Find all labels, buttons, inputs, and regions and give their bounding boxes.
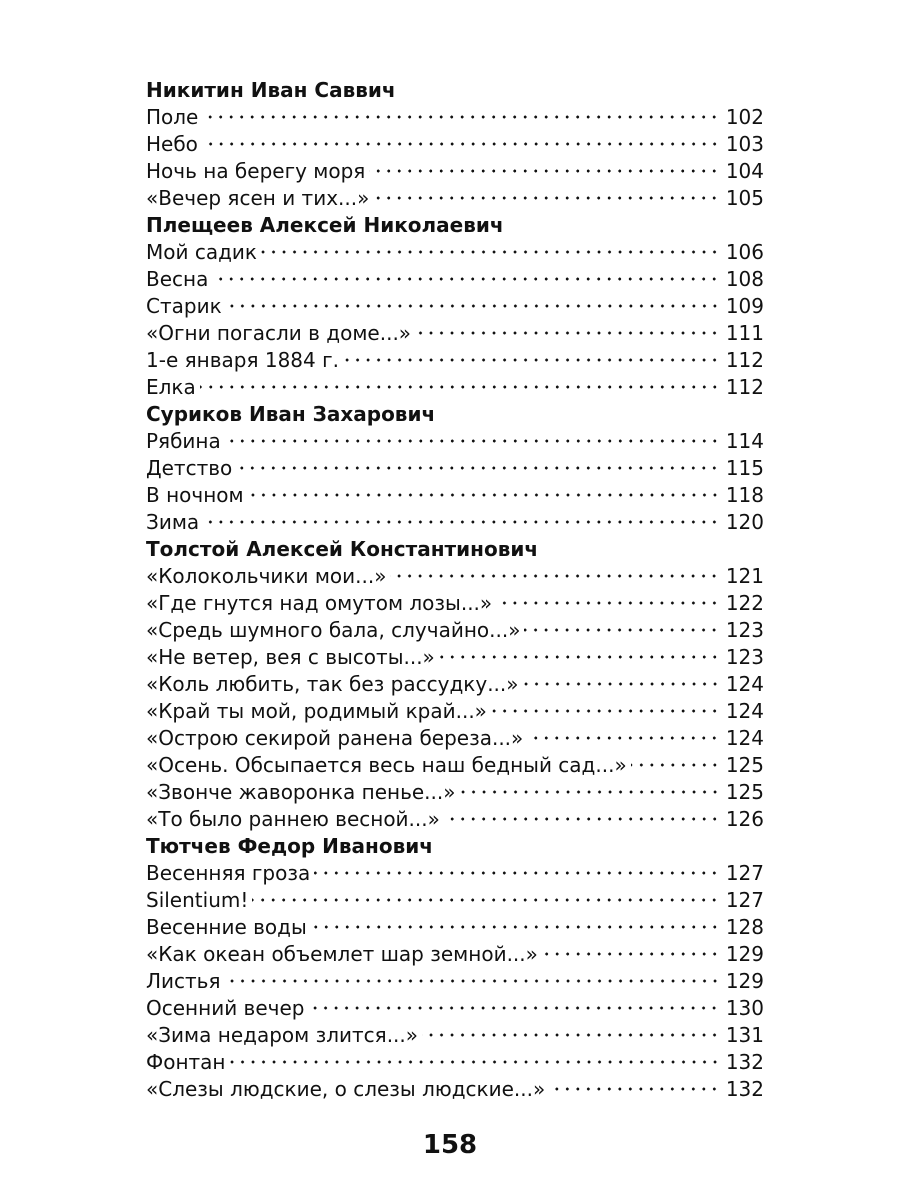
dot-leader: [314, 871, 720, 875]
dot-leader: [527, 736, 720, 740]
author-heading: Плещеев Алексей Николаевич: [146, 213, 504, 237]
entry-title: «Край ты мой, родимый край...»: [146, 699, 487, 723]
toc-entry: [146, 698, 764, 725]
author-heading: Тютчев Федор Иванович: [146, 834, 434, 858]
entry-page: 130: [725, 996, 764, 1020]
entry-page: 114: [725, 429, 764, 453]
entry-page: 128: [725, 915, 764, 939]
entry-page: 122: [725, 591, 764, 615]
toc-entry: [146, 293, 764, 320]
entry-title: «Колокольчики мои...»: [146, 564, 387, 588]
entry-page: 112: [725, 375, 764, 399]
entry-title: 1-е января 1884 г.: [146, 348, 339, 372]
toc-entry: [146, 887, 764, 914]
dot-leader: [202, 115, 719, 119]
dot-leader: [422, 1033, 720, 1037]
entry-title: Мой садик: [146, 240, 258, 264]
dot-leader: [225, 439, 720, 443]
toc-entry: [146, 779, 764, 806]
dot-leader: [444, 817, 720, 821]
toc-entry: [146, 752, 764, 779]
dot-leader: [308, 1006, 719, 1010]
toc-entry: [146, 185, 764, 212]
entry-title: Ночь на берегу моря: [146, 159, 366, 183]
entry-page: 124: [725, 699, 764, 723]
dot-leader: [496, 601, 720, 605]
entry-page: 131: [725, 1023, 764, 1047]
dot-leader: [491, 709, 720, 713]
dot-leader: [439, 655, 720, 659]
author-heading: Никитин Иван Саввич: [146, 78, 396, 102]
entry-page: 132: [725, 1050, 764, 1074]
toc-entry: [146, 725, 764, 752]
dot-leader: [212, 277, 719, 281]
entry-title: Весенняя гроза: [146, 861, 311, 885]
entry-page: 125: [725, 753, 764, 777]
toc-entry: [146, 941, 764, 968]
toc-entry: [146, 158, 764, 185]
entry-title: «Звонче жаворонка пенье...»: [146, 780, 456, 804]
entry-page: 111: [725, 321, 764, 345]
toc-entry: [146, 1049, 764, 1076]
entry-page: 123: [725, 645, 764, 669]
entry-title: «Огни погасли в доме...»: [146, 321, 412, 345]
entry-page: 112: [725, 348, 764, 372]
toc-entry: [146, 1022, 764, 1049]
dot-leader: [236, 466, 720, 470]
entry-page: 124: [725, 726, 764, 750]
entry-page: 104: [725, 159, 764, 183]
entry-title: «Коль любить, так без рассудку...»: [146, 672, 519, 696]
entry-title: Весенние воды: [146, 915, 307, 939]
toc-entry: [146, 968, 764, 995]
entry-page: 106: [725, 240, 764, 264]
toc-entry: [146, 428, 764, 455]
entry-page: 123: [725, 618, 764, 642]
entry-page: 132: [725, 1077, 764, 1101]
entry-title: Зима: [146, 510, 200, 534]
entry-title: «Осень. Обсыпается весь наш бедный сад...»: [146, 753, 627, 777]
dot-leader: [343, 358, 720, 362]
dot-leader: [549, 1087, 720, 1091]
entry-title: «Острою секирой ранена береза...»: [146, 726, 524, 750]
toc-entry: [146, 104, 764, 131]
entry-page: 109: [725, 294, 764, 318]
toc-entry: [146, 509, 764, 536]
toc-entry: [146, 860, 764, 887]
dot-leader: [523, 682, 720, 686]
dot-leader: [460, 790, 720, 794]
entry-page: 121: [725, 564, 764, 588]
entry-title: «То было раннею весной...»: [146, 807, 440, 831]
entry-title: «Вечер ясен и тих...»: [146, 186, 370, 210]
dot-leader: [524, 628, 719, 632]
dot-leader: [225, 979, 720, 983]
entry-title: «Как океан объемлет шар земной...»: [146, 942, 538, 966]
toc-entry: [146, 482, 764, 509]
entry-title: Осенний вечер: [146, 996, 305, 1020]
entry-title: В ночном: [146, 483, 244, 507]
table-of-contents: [146, 77, 764, 1103]
toc-entry: [146, 914, 764, 941]
toc-entry: [146, 374, 764, 401]
toc-entry: [146, 671, 764, 698]
author-heading: Суриков Иван Захарович: [146, 402, 436, 426]
toc-entry: [146, 806, 764, 833]
entry-page: 103: [725, 132, 764, 156]
dot-leader: [230, 1060, 720, 1064]
entry-title: «Слезы людские, о слезы людские...»: [146, 1077, 546, 1101]
entry-page: 125: [725, 780, 764, 804]
entry-page: 120: [725, 510, 764, 534]
toc-entry: [146, 1076, 764, 1103]
entry-title: Старик: [146, 294, 222, 318]
toc-entry: [146, 590, 764, 617]
entry-page: 102: [725, 105, 764, 129]
dot-leader: [261, 250, 720, 254]
toc-entry: [146, 617, 764, 644]
entry-title: Небо: [146, 132, 198, 156]
toc-entry: [146, 995, 764, 1022]
toc-entry: [146, 320, 764, 347]
entry-page: 108: [725, 267, 764, 291]
entry-title: Silentium!: [146, 888, 249, 912]
toc-entry: [146, 563, 764, 590]
entry-title: Листья: [146, 969, 221, 993]
dot-leader: [369, 169, 719, 173]
entry-page: 124: [725, 672, 764, 696]
entry-title: «Зима недаром злится...»: [146, 1023, 419, 1047]
entry-title: Детство: [146, 456, 233, 480]
entry-title: Рябина: [146, 429, 221, 453]
dot-leader: [311, 925, 720, 929]
toc-entry: [146, 239, 764, 266]
entry-title: Весна: [146, 267, 209, 291]
entry-title: Фонтан: [146, 1050, 226, 1074]
dot-leader: [252, 898, 719, 902]
entry-title: «Не ветер, вея с высоты...»: [146, 645, 435, 669]
dot-leader: [415, 331, 720, 335]
page-number: 158: [422, 1130, 478, 1160]
dot-leader: [373, 196, 719, 200]
entry-page: 115: [725, 456, 764, 480]
dot-leader: [390, 574, 719, 578]
toc-entry: [146, 266, 764, 293]
toc-entry: [146, 347, 764, 374]
dot-leader: [202, 142, 720, 146]
dot-leader: [203, 520, 720, 524]
entry-page: 129: [725, 942, 764, 966]
dot-leader: [248, 493, 720, 497]
entry-page: 126: [725, 807, 764, 831]
dot-leader: [226, 304, 720, 308]
entry-page: 105: [725, 186, 764, 210]
dot-leader: [631, 763, 720, 767]
entry-title: «Где гнутся над омутом лозы...»: [146, 591, 493, 615]
entry-page: 127: [725, 861, 764, 885]
dot-leader: [200, 385, 720, 389]
toc-entry: [146, 644, 764, 671]
entry-title: Елка: [146, 375, 196, 399]
toc-entry: [146, 455, 764, 482]
entry-page: 127: [725, 888, 764, 912]
author-heading: Толстой Алексей Константинович: [146, 537, 539, 561]
toc-entry: [146, 131, 764, 158]
entry-page: 129: [725, 969, 764, 993]
entry-title: «Средь шумного бала, случайно...»: [146, 618, 521, 642]
entry-title: Поле: [146, 105, 199, 129]
entry-page: 118: [725, 483, 764, 507]
dot-leader: [542, 952, 720, 956]
